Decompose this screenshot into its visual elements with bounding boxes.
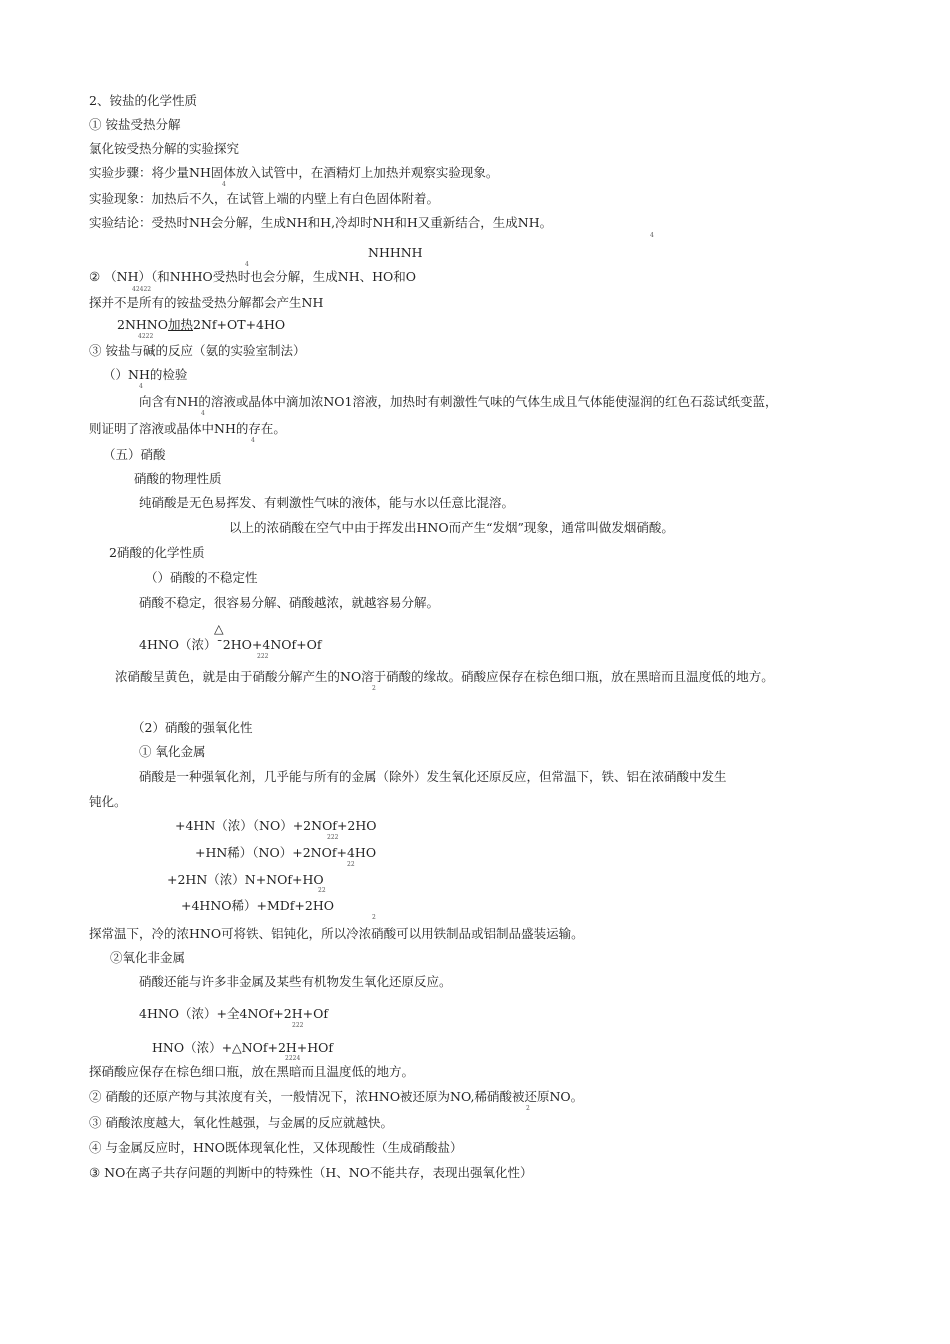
subscript: 2224 bbox=[285, 1055, 301, 1062]
metal-equation-3: +2HN（浓）N+NOf+HO bbox=[167, 872, 324, 887]
instability-line: 硝酸不稳定，很容易分解、硝酸越浓，就越容易分解。 bbox=[139, 595, 440, 610]
physical-properties-line1: 纯硝酸是无色易挥发、有刺激性气味的液体，能与水以任意比混溶。 bbox=[139, 495, 515, 510]
subscript: 22 bbox=[318, 887, 326, 894]
subscript: 2 bbox=[372, 914, 376, 921]
heat-triangle: △ bbox=[214, 621, 224, 636]
subsection-heading-base-reaction: ③ 铵盐与碱的反应（氨的实验室制法） bbox=[89, 343, 306, 358]
storage-line: 探硝酸应保存在棕色细口瓶，放在黑暗而且温度低的地方。 bbox=[89, 1064, 415, 1079]
equation-right: 2Nf+OT+4HO bbox=[193, 317, 286, 332]
metal-equation-4: +4HNO稀）+MDf+2HO bbox=[181, 898, 335, 913]
decomposition-equation-nitric: 4HNO（浓）ˉ2HO+4NOf+Of bbox=[139, 637, 322, 652]
metal-paragraph-line1: 硝酸是一种强氧化剂，几乎能与所有的金属（除外）发生氧化还原反应，但常温下，铁、铝在浓硝酸中发生 bbox=[139, 769, 727, 784]
nh4-test-paragraph-line2: 则证明了溶液或晶体中NH的存在。 bbox=[89, 421, 286, 436]
subscript: 22 bbox=[347, 861, 355, 868]
subscript: 4 bbox=[139, 383, 143, 390]
passivation-line: 探常温下，冷的浓HNO可将铁、铝钝化，所以冷浓硝酸可以用铁制品或铝制品盛装运输。 bbox=[89, 926, 584, 941]
yellow-color-explanation: 浓硝酸呈黄色，就是由于硝酸分解产生的NO溶于硝酸的缘故。硝酸应保存在棕色细口瓶，放在黑暗而且温度低的地方。 bbox=[115, 669, 774, 684]
experiment-phenomenon: 实验现象：加热后不久，在试管上端的内壁上有白色固体附着。 bbox=[89, 191, 440, 206]
subscript: 2 bbox=[526, 1105, 530, 1112]
metal-paragraph-line2: 钝化。 bbox=[89, 794, 127, 809]
subscript: 4 bbox=[245, 261, 249, 268]
experiment-conclusion: 实验结论：受热时NH会分解，生成NH和H,冷却时NH和H又重新结合，生成NH。 bbox=[89, 215, 553, 230]
subscript: 4 bbox=[650, 232, 654, 239]
oxidize-metal-heading: ① 氧化金属 bbox=[139, 744, 206, 759]
subscript: 222 bbox=[327, 834, 339, 841]
oxidizing-heading: （2）硝酸的强氧化性 bbox=[132, 720, 253, 735]
nonmetal-line: 硝酸还能与许多非金属及某些有机物发生氧化还原反应。 bbox=[139, 974, 452, 989]
nitric-acid-heading: （五）硝酸 bbox=[103, 447, 166, 462]
subscript: 4 bbox=[222, 181, 226, 188]
section-heading: 2、铵盐的化学性质 bbox=[89, 93, 197, 108]
subscript: 42422 bbox=[132, 286, 152, 293]
physical-properties-line2: 以上的浓硝酸在空气中由于挥发出HNO而产生“发烟”现象，通常叫做发烟硝酸。 bbox=[229, 520, 674, 535]
equation-condition: 加热 bbox=[167, 317, 193, 332]
subscript: 2 bbox=[372, 685, 376, 692]
equation-left: 2NHNO bbox=[117, 317, 168, 332]
metal-equation-2: +HN稀）（NO）+2NOf+4HO bbox=[195, 845, 377, 860]
metal-equation-1: +4HN（浓）（NO）+2NOf+2HO bbox=[175, 818, 377, 833]
oxidize-nonmetal-heading: ②氧化非金属 bbox=[110, 950, 186, 965]
subscript: 222 bbox=[292, 1022, 304, 1029]
experiment-title: 氯化铵受热分解的实验探究 bbox=[89, 141, 240, 156]
nh4-test-heading: （）NH的检验 bbox=[103, 367, 188, 382]
nh4-test-paragraph-line1: 向含有NH的溶液或晶体中滴加浓NO1溶液，加热时有刺激性气味的气体生成且气体能使湿润的红色石蕊试纸变蓝， bbox=[139, 394, 778, 409]
point-reduction-products: ② 硝酸的还原产物与其浓度有关，一般情况下，浓HNO被还原为NO,稀硝酸被还原NO。 bbox=[89, 1089, 584, 1104]
point-ion-coexistence: ③ NO在离子共存问题的判断中的特殊性（H、NO不能共存，表现出强氧化性） bbox=[89, 1165, 533, 1180]
subscript: 4222 bbox=[138, 333, 154, 340]
nonmetal-equation-2: HNO（浓）+△NOf+2H+HOf bbox=[152, 1040, 334, 1055]
list-item-2: ② （NH）（和NHHO受热时也会分解，生成NH、HO和O bbox=[89, 269, 416, 284]
subscript: 4 bbox=[201, 410, 205, 417]
point-metal-reaction: ④ 与金属反应时，HNO既体现氧化性，又体现酸性（生成硝酸盐） bbox=[89, 1140, 463, 1155]
decomposition-equation bbox=[117, 317, 285, 333]
physical-properties-heading: 硝酸的物理性质 bbox=[134, 471, 222, 486]
nonmetal-equation-1: 4HNO（浓）+全4NOf+2H+Of bbox=[139, 1006, 328, 1021]
subscript: 4 bbox=[251, 437, 255, 444]
instability-heading: （）硝酸的不稳定性 bbox=[145, 570, 258, 585]
chemical-properties-heading: 2硝酸的化学性质 bbox=[109, 545, 205, 560]
subsection-heading-decomposition: ① 铵盐受热分解 bbox=[89, 117, 181, 132]
experiment-step: 实验步骤：将少量NH固体放入试管中，在酒精灯上加热并观察实验现象。 bbox=[89, 165, 499, 180]
exploration-note: 探并不是所有的铵盐受热分解都会产生NH bbox=[89, 295, 324, 310]
equation-label: NHHNH bbox=[368, 245, 423, 260]
subscript: 222 bbox=[257, 653, 269, 660]
point-concentration: ③ 硝酸浓度越大，氧化性越强，与金属的反应就越快。 bbox=[89, 1115, 393, 1130]
